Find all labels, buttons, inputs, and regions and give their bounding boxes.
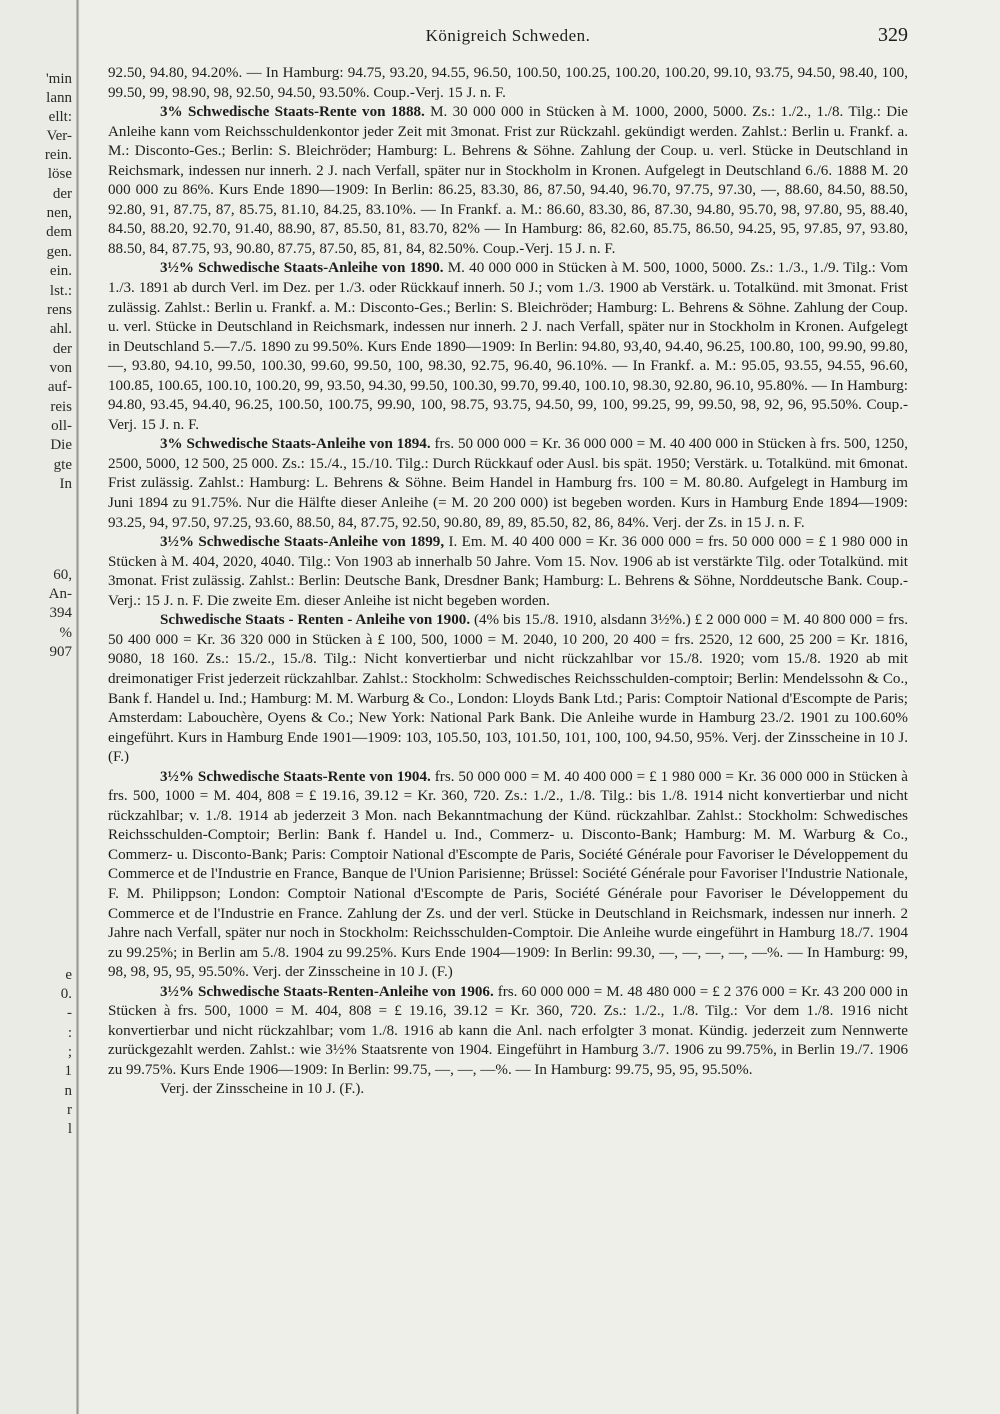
- page-content: [108, 64, 908, 1100]
- running-title: Königreich Schweden.: [425, 26, 591, 45]
- margin-fragment: r: [67, 1102, 72, 1118]
- margin-fragment: oll-: [51, 418, 72, 434]
- margin-fragment: 907: [49, 644, 72, 660]
- margin-fragment: ellt:: [48, 109, 72, 125]
- margin-fragment: n: [64, 1083, 72, 1099]
- entry-text: frs. 50 000 000 = Kr. 36 000 000 = M. 40 400 000 in Stücken à frs. 500, 1250, 2500, 5000, 12 500, 25 000. Zs.: 15./4., 15./10. Tilg.: Durch Rückkauf oder Ausl. bis spät. 1950; Verstärk. u. Totalkünd. mit 6monat. Frist zulässig. Zahlst.: Hamburg: L. Behrens & Söhne. Beim Handel in Hamburg frs. 100 = M. 80.80. Aufgelegt in Hamburg im Juni 1894 zu 91.75%. Nur die Hälfte dieser Anleihe (= M. 20 200 000) ist begeben worden. Kurs in Hamburg Ende 1894—1909: 93.25, 94, 97.50, 97.25, 93.60, 88.50, 84, 87.75, 92.50, 90.80, 89, 89, 85.50, 82, 86, 84%. Verj. der Zs. in 15 J. n. F.: [108, 436, 908, 531]
- margin-fragment: 60,: [53, 567, 72, 583]
- entry-text: (4% bis 15./8. 1910, alsdann 3½%.) £ 2 000 000 = M. 40 800 000 = frs. 50 400 000 = Kr. 36 320 000 in Stücken à £ 100, 500, 1000 = M. 2040, 10 200, 20 400 = frs. 2520, 12 600, 25 200 = Kr. 1816, 9080, 18 160. Zs.: 15./2., 15./8. Tilg.: Nicht konvertierbar und nicht rückzahlbar vor 15./8. 1920; vom 15./8. 1920 ab mit dreimonatiger Frist jederzeit rückzahlbar. Zahlst.: Stockholm: Schwedisches Reichsschulden-comptoir; Berlin: Mendelssohn & Co., Bank f. Handel u. Ind.; Hamburg: M. M. Warburg & Co., London: Lloyds Bank Ltd.; Paris: Comptoir National d'Escompte de Paris; Amsterdam: Labouchère, Oyens & Co.; New York: National Park Bank. Die Anleihe wurde in Hamburg 23./2. 1901 zu 100.60% eingeführt. Kurs in Hamburg Ende 1901—1909: 103, 105.50, 103, 101.50, 101, 100, 100, 94.50, 95%. Verj. der Zinsscheine in 10 J. (F.): [108, 612, 908, 766]
- margin-fragment: In: [59, 476, 72, 492]
- margin-fragment: lann: [46, 90, 72, 106]
- margin-fragment: rens: [47, 302, 72, 318]
- entry-renten-anleihe-1900: [108, 611, 908, 767]
- margin-fragment: nen,: [46, 205, 72, 221]
- entry-heading: 3% Schwedische Staats-Anleihe von 1894.: [160, 436, 431, 453]
- margin-fragment: ahl.: [49, 321, 72, 337]
- entry-staats-rente-1888: [108, 103, 908, 259]
- margin-fragment: ;: [67, 1044, 72, 1060]
- margin-fragment: dem: [46, 224, 72, 240]
- entry-heading: 3½% Schwedische Staats-Anleihe von 1890.: [160, 260, 444, 277]
- entry-heading: 3½% Schwedische Staats-Rente von 1904.: [160, 768, 431, 785]
- margin-fragment: ein.: [49, 263, 72, 279]
- margin-fragment: Die: [50, 437, 72, 453]
- entry-staats-anleihe-1899: [108, 533, 908, 611]
- entry-heading: 3% Schwedische Staats-Rente von 1888.: [160, 104, 425, 121]
- margin-fragment: e: [65, 967, 72, 983]
- closing-note: Verj. der Zinsscheine in 10 J. (F.).: [160, 1081, 365, 1098]
- margin-fragment: der: [52, 341, 72, 357]
- margin-fragment: 394: [49, 605, 72, 621]
- entry-heading: 3½% Schwedische Staats-Renten-Anleihe von 1906.: [160, 983, 494, 1000]
- margin-fragment: :: [67, 1025, 72, 1041]
- margin-fragment: -: [67, 1005, 72, 1021]
- margin-fragment: l: [67, 1121, 72, 1137]
- entry-renten-anleihe-1906: [108, 983, 908, 1081]
- entry-staats-anleihe-1894: [108, 435, 908, 533]
- margin-fragment: 0.: [60, 986, 72, 1002]
- margin-fragment: auf-: [47, 379, 72, 395]
- margin-fragment: gte: [53, 457, 72, 473]
- left-margin-fragments: [0, 0, 80, 1414]
- entry-text: 92.50, 94.80, 94.20%. — In Hamburg: 94.75, 93.20, 94.55, 96.50, 100.50, 100.25, 100.20, 100.20, 99.10, 93.75, 94.50, 98.40, 100, 99.50, 99, 98.90, 98, 92.50, 94.50, 93.50%. Coup.-Verj. 15 J. n. F.: [108, 65, 908, 101]
- entry-heading: Schwedische Staats - Renten - Anleihe von 1900.: [160, 612, 471, 629]
- margin-fragment: löse: [47, 166, 72, 182]
- margin-fragment: reis: [50, 399, 72, 415]
- page-number: 329: [878, 24, 908, 46]
- page-header: [108, 26, 908, 56]
- entry-text: M. 40 000 000 in Stücken à M. 500, 1000, 5000. Zs.: 1./3., 1./9. Tilg.: Vom 1./3. 1891 ab durch Verl. im Dez. per 1./3. oder Rückkauf innerh. 50 J.; vom 1./3. 1900 ab Verstärk. u. Totalkünd. mit 3monat. Frist zulässig. Zahlst.: Berlin u. Frankf. a. M.: Disconto-Ges.; Berlin: S. Bleichröder; Hamburg: L. Behrens & Söhne. Zahlung der Coup. u. verl. Stücke in Deutschland in Reichsmark, indessen nur innerh. 2 J. nach Verfall, später nur in Stockholm in Kronen. Aufgelegt in Deutschland 5.—7./5. 1890 zu 99.50%. Kurs Ende 1890—1909: In Berlin: 94.80, 93,40, 94.40, 96.25, 100.80, 100, 99.90, 99.80, —, 93.80, 94.10, 99.50, 100.30, 99.60, 99.50, 100, 98.30, 92.75, 96.40, 96.10%. — In Frankf. a. M.: 95.05, 93.55, 94.55, 96.60, 100.85, 100.65, 100.10, 100.20, 99, 93.50, 94.30, 99.50, 100.30, 99.70, 99.40, 100.10, 98.30, 92.80, 96.10, 95.80%. — In Hamburg: 94.80, 93.45, 94.40, 96.25, 100.50, 100.75, 99.90, 100, 98.75, 93.75, 94.50, 99, 100, 99.25, 99, 99.50, 98, 92, 96, 95.50%. Coup.-Verj. 15 J. n. F.: [108, 260, 908, 433]
- margin-fragment: von: [49, 360, 72, 376]
- entry-text: frs. 60 000 000 = M. 48 480 000 = £ 2 376 000 = Kr. 43 200 000 in Stücken à frs. 500, 1000 = M. 404, 808 = £ 19.16, 39.12 = Kr. 360, 720. Zs.: 1./2., 1./8. Tilg.: Vor dem 1./8. 1916 nicht konvertierbar und nicht rückzahlbar; vom 1./8. 1916 ab kann die Anl. nach erfolgter 3 monat. Kündig. jederzeit zum Nennwerte zurückgezahlt werden. Zahlst.: wie 3½% Staatsrente von 1904. Eingeführt in Hamburg 3./7. 1906 zu 99.75%, in Berlin 19./7. 1906 zu 99.75%. Kurs Ende 1906—1909: In Berlin: 99.75, —, —, —%. — In Hamburg: 99.75, 95, 95, 95.50%.: [108, 983, 908, 1078]
- entry-staats-anleihe-1890: [108, 259, 908, 435]
- margin-fragment: %: [59, 625, 72, 641]
- page-fold-line: [76, 0, 79, 1414]
- entry-continuation: [108, 64, 908, 103]
- margin-fragment: Ver-: [46, 128, 72, 144]
- entry-text: frs. 50 000 000 = M. 40 400 000 = £ 1 980 000 = Kr. 36 000 000 in Stücken à frs. 500, 1000 = M. 404, 808 = £ 19.16, 39.12 = Kr. 360, 720. Zs.: 1./2., 1./8. Tilg.: bis 1./8. 1914 nicht konvertierbar und nicht rückzahlbar; v. 1./8. 1914 ab jederzeit 3 Mon. nach Bekanntmachung der Künd. rückzahlbar. Zahlst.: Stockholm: Schwedisches Reichsschulden-Comptoir; Berlin: Bank f. Handel u. Ind., Commerz- u. Disconto-Bank; Hamburg: M. M. Warburg & Co., Commerz- u. Disconto-Bank; Paris: Comptoir National d'Escompte de Paris, Société Générale pour Favoriser le Développement du Commerce et de l'Industrie en France, Banque de l'Union Parisienne; Brüssel: Société Générale pour Favoriser l'Industrie Nationale, F. M. Philippson; London: Comptoir National d'Escompte de Paris, Société Générale pour Favoriser le Développement du Commerce et de l'Industrie en France. Zahlung der Zs. und der verl. Stücke in Deutschland in Reichsmark, indessen nur innerh. 2 Jahre nach Verfall, später nur noch in Stockholm: Reichsschulden-Comptoir. Die Anleihe wurde eingeführt in Hamburg 18./7. 1904 zu 99.25%; in Berlin am 5./8. 1904 zu 99.25%. Kurs Ende 1904—1909: In Berlin: 99.30, —, —, —, —, —%. — In Hamburg: 99, 98, 98, 95, 95, 95.50%. Verj. der Zinsscheine in 10 J. (F.): [108, 768, 908, 981]
- entry-text: I. Em. M. 40 400 000 = Kr. 36 000 000 = frs. 50 000 000 = £ 1 980 000 in Stücken à M. 404, 2020, 4040. Tilg.: Von 1903 ab innerhalb 50 Jahre. Vom 15. Nov. 1906 ab ist verstärkte Tilg. oder Totalkünd. mit 3monat. Frist zulässig. Zahlst.: Berlin: Deutsche Bank, Dresdner Bank; Hamburg: L. Behrens & Söhne, Norddeutsche Bank. Coup.-Verj.: 15 J. n. F. Die zweite Em. dieser Anleihe ist nicht begeben worden.: [108, 534, 908, 609]
- margin-fragment: gen.: [46, 244, 72, 260]
- entry-heading: 3½% Schwedische Staats-Anleihe von 1899,: [160, 534, 445, 551]
- margin-fragment: 1: [64, 1063, 72, 1079]
- entry-text: M. 30 000 000 in Stücken à M. 1000, 2000, 5000. Zs.: 1./2., 1./8. Tilg.: Die Anleihe kann vom Reichsschuldenkontor jeder Zeit mit 3monat. Frist zur Rückzahl. gekündigt werden. Zahlst.: Berlin u. Frankf. a. M.: Disconto-Ges.; Berlin: S. Bleichröder; Hamburg: L. Behrens & Söhne. Zahlung der Coup. u. verl. Stücke in Deutschland in Reichsmark, indessen nur innerh. 2 J. nach Verfall, später nur in Stockholm in Kronen. Aufgelegt in Deutschland 6./6. 1888 M. 20 000 000 zu 86%. Kurs Ende 1890—1909: In Berlin: 86.25, 83.30, 86, 87.50, 94.40, 96.70, 97.75, 97.30, —, 88.60, 84.50, 88.50, 92.80, 91, 87.75, 87, 85.75, 81.10, 84.25, 83.10%. — In Frankf. a. M.: 86.60, 83.30, 86, 87.30, 94.80, 95.70, 98, 97.80, 95, 88.40, 84.50, 88.20, 92.70, 91.40, 88.90, 87, 85.50, 81, 83.70, 82% — In Hamburg: 86, 82.60, 85.75, 86.50, 94.25, 95, 97.85, 97, 93.80, 88.50, 84, 87.75, 93, 90.80, 87.75, 87.50, 85, 81, 84, 82.50%. Coup.-Verj. 15 J. n. F.: [108, 104, 909, 257]
- entry-staats-rente-1904: [108, 768, 908, 983]
- margin-fragment: der: [52, 186, 72, 202]
- margin-fragment: An-: [48, 586, 72, 602]
- margin-fragment: rein.: [44, 147, 72, 163]
- margin-fragment: lst.:: [49, 283, 72, 299]
- margin-fragment: 'min: [45, 71, 72, 87]
